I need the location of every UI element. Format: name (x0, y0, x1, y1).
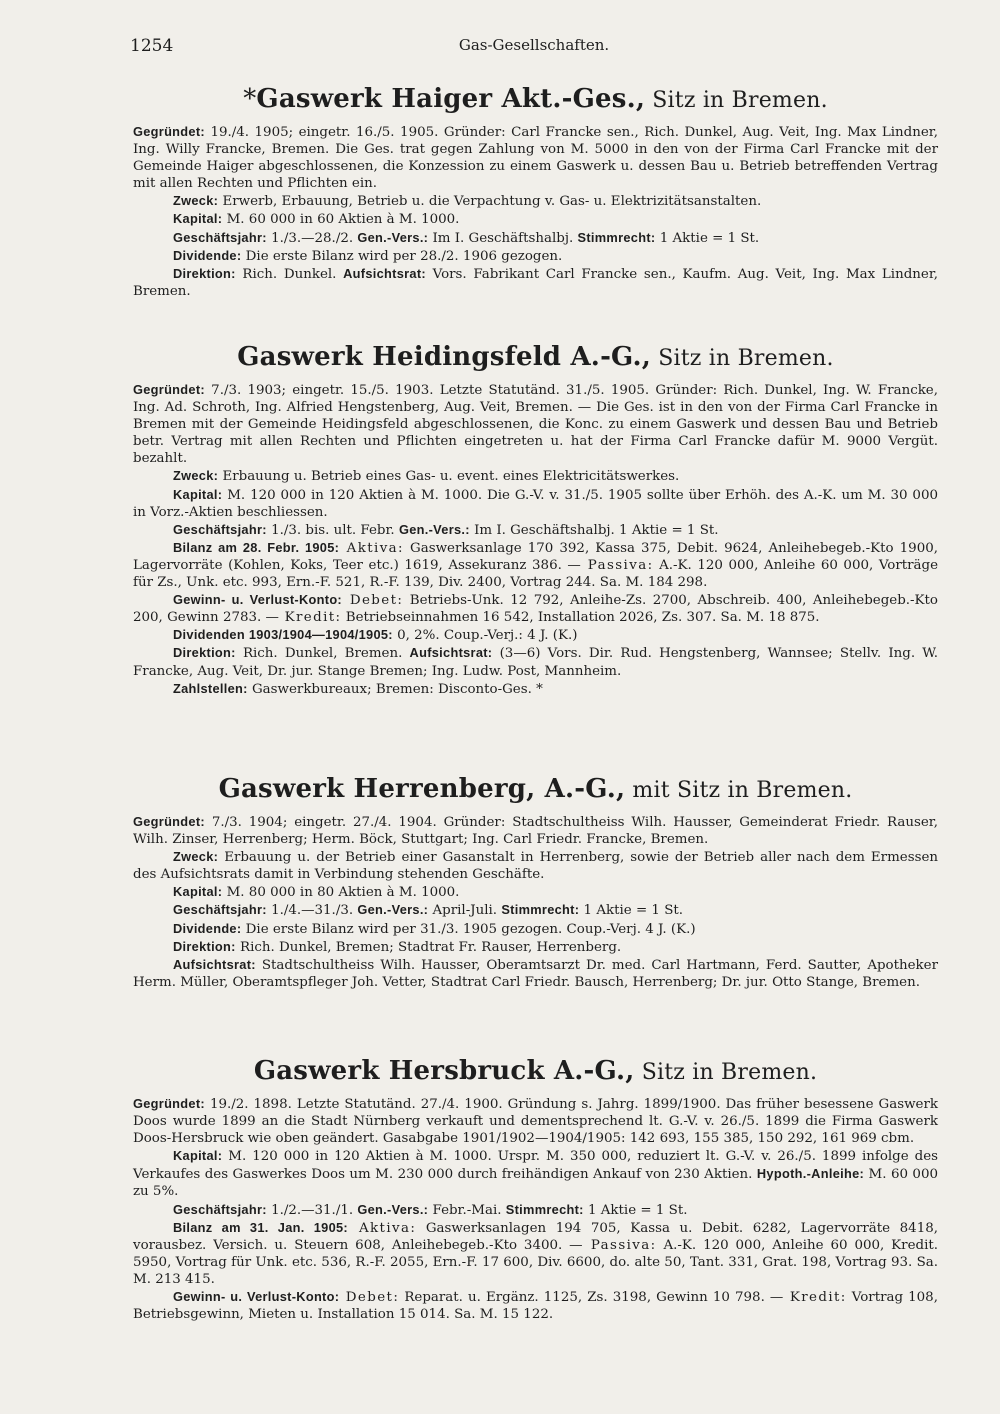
dividend-paragraph: Dividende: Die erste Bilanz wird per 28./2. 1906 gezogen. (173, 247, 563, 264)
company-seat: Sitz in Bremen. (651, 346, 834, 371)
running-title: Gas-Gesellschaften. (458, 36, 610, 54)
balance-sheet-paragraph: Bilanz am 31. Jan. 1905: Aktiva: Gaswerksanlagen 194 705, Kassa u. Debit. 6282, Lagervorräte 8418, vorausbez. Versich. u. Steuern 608, Anleihebegeb.-Kto 3400. — Passiva: A.-K. 120 000, Anleihe 60 000, Kredit. 5950, Vortrag für Unk. etc. 536, R.-F. 2055, Ern.-F. 17 600, Div. 6600, do. alte 50, Tant. 331, Grat. 198, Vortrag 93. Sa. M. 213 415. (133, 1219, 938, 1287)
founded-paragraph: Gegründet: 19./4. 1905; eingetr. 16./5. 1905. Gründer: Carl Francke sen., Rich. Dunkel, Aug. Veit, Ing. Max Lindner, Ing. Willy Francke, Bremen. Die Ges. trat gegen Zahlung von M. 5000 in den von der Firma Carl Francke mit der Gemeinde Haiger abgeschlossenen, die Konzession zu einem Gaswerk u. dessen Bau u. Betrieb betreffenden Vertrag mit allen Rechten und Pflichten ein. (133, 124, 938, 192)
fiscal-year-paragraph: Geschäftsjahr: 1./2.—31./1. Gen.-Vers.: Febr.-Mai. Stimmrecht: 1 Aktie = 1 St. (173, 1201, 688, 1218)
capital-paragraph: Kapital: M. 60 000 in 60 Aktien à M. 1000. (173, 211, 460, 228)
entry-title (133, 1054, 938, 1090)
entry-gaswerk-herrenberg (133, 772, 938, 991)
page-number: 1254 (130, 36, 174, 56)
management-paragraph: Direktion: Rich. Dunkel, Bremen. Aufsichtsrat: (3—6) Vors. Dir. Rud. Hengstenberg, Wannsee; Stellv. Ing. W. Francke, Aug. Veit, Dr. jur. Stange Bremen; Ing. Ludw. Post, Mannheim. (133, 645, 938, 679)
company-name: Gaswerk Haiger Akt.-Ges., (256, 84, 646, 114)
asterisk-mark: * (243, 84, 257, 114)
balance-sheet-paragraph: Bilanz am 28. Febr. 1905: Aktiva: Gaswerksanlage 170 392, Kassa 375, Debit. 9624, Anleihebegeb.-Kto 1900, Lagervorräte (Kohlen, Koks, Teer etc.) 1619, Assekuranz 386. — Passiva: A.-K. 120 000, Anleihe 60 000, Vorträge für Zs., Unk. etc. 993, Ern.-F. 521, R.-F. 139, Div. 2400, Vortrag 244. Sa. M. 184 298. (133, 539, 938, 591)
entry-title (133, 340, 938, 376)
entry-gaswerk-hersbruck (133, 1054, 938, 1323)
capital-paragraph: Kapital: M. 120 000 in 120 Aktien à M. 1000. Urspr. M. 350 000, reduziert lt. G.-V. v. 26./5. 1899 infolge des Verkaufes des Gaswerkes Doos um M. 230 000 durch freihändigen Ankauf von 230 Aktien. Hypoth.-Anleihe: M. 60 000 zu 5%. (133, 1148, 938, 1200)
capital-paragraph: Kapital: M. 120 000 in 120 Aktien à M. 1000. Die G.-V. v. 31./5. 1905 sollte über Erhöh. des A.-K. um M. 30 000 in Vorz.-Aktien beschliessen. (133, 486, 938, 520)
profit-loss-paragraph: Gewinn- u. Verlust-Konto: Debet: Reparat. u. Ergänz. 1125, Zs. 3198, Gewinn 10 798. — Kredit: Vortrag 108, Betriebsgewinn, Mieten u. Installation 15 014. Sa. M. 15 122. (133, 1289, 938, 1323)
management-paragraph: Direktion: Rich. Dunkel. Aufsichtsrat: Vors. Fabrikant Carl Francke sen., Kaufm. Aug. Veit, Ing. Max Lindner, Bremen. (133, 265, 938, 299)
profit-loss-paragraph: Gewinn- u. Verlust-Konto: Debet: Betriebs-Unk. 12 792, Anleihe-Zs. 2700, Abschreib. 400, Anleihebegeb.-Kto 200, Gewinn 2783. — Kredit: Betriebseinnahmen 16 542, Installation 2026, Zs. 307. Sa. M. 18 875. (133, 592, 938, 626)
entry-title (133, 772, 938, 808)
company-seat: Sitz in Bremen. (645, 88, 828, 113)
management-paragraph: Direktion: Rich. Dunkel, Bremen; Stadtrat Fr. Rauser, Herrenberg. (173, 938, 622, 955)
founded-paragraph: Gegründet: 7./3. 1904; eingetr. 27./4. 1904. Gründer: Stadtschultheiss Wilh. Hausser, Gemeinderat Friedr. Rauser, Wilh. Zinser, Herrenberg; Herm. Böck, Stuttgart; Ing. Carl Friedr. Francke, Bremen. (133, 814, 938, 848)
capital-paragraph: Kapital: M. 80 000 in 80 Aktien à M. 1000. (173, 884, 460, 901)
purpose-paragraph: Zweck: Erwerb, Erbauung, Betrieb u. die Verpachtung v. Gas- u. Elektrizitätsanstalten. (173, 193, 762, 210)
company-seat: mit Sitz in Bremen. (625, 778, 853, 803)
entry-gaswerk-heidingsfeld (133, 340, 938, 698)
fiscal-year-paragraph: Geschäftsjahr: 1./4.—31./3. Gen.-Vers.: April-Juli. Stimmrecht: 1 Aktie = 1 St. (173, 902, 684, 919)
entry-gaswerk-haiger (133, 82, 938, 300)
paying-agents-paragraph: Zahlstellen: Gaswerkbureaux; Bremen: Disconto-Ges. * (173, 680, 543, 697)
founded-paragraph: Gegründet: 19./2. 1898. Letzte Statutänd. 27./4. 1900. Gründung s. Jahrg. 1899/1900. Das früher besessene Gaswerk Doos wurde 1899 an die Stadt Nürnberg verkauft und dementsprechend lt. G.-V. v. 26./5. 1899 die Firma Gaswerk Doos-Hersbruck wie oben geändert. Gasabgabe 1901/1902—1904/1905: 142 693, 155 385, 150 292, 161 969 cbm. (133, 1096, 938, 1147)
purpose-paragraph: Zweck: Erbauung u. Betrieb eines Gas- u. event. eines Elektricitätswerkes. (173, 468, 680, 485)
company-name: Gaswerk Heidingsfeld A.-G., (237, 342, 652, 372)
page-header (130, 36, 938, 60)
dividends-paragraph: Dividenden 1903/1904—1904/1905: 0, 2%. Coup.-Verj.: 4 J. (K.) (173, 627, 578, 644)
founded-paragraph: Gegründet: 7./3. 1903; eingetr. 15./5. 1903. Letzte Statutänd. 31./5. 1905. Gründer: Rich. Dunkel, Ing. W. Francke, Ing. Ad. Schroth, Ing. Alfried Hengstenberg, Aug. Veit, Bremen. — Die Ges. ist in den von der Firma Carl Francke in Bremen mit der Gemeinde Heidingsfeld abgeschlossenen, die Konc. zu einem Gaswerk und dessen Bau und Betrieb betr. Vertrag mit allen Rechten und Pflichten eingetreten u. hat der Firma Carl Francke dafür M. 9000 Vergüt. bezahlt. (133, 382, 938, 467)
company-name: Gaswerk Herrenberg, A.-G., (218, 774, 626, 804)
entry-title (133, 82, 938, 118)
purpose-paragraph: Zweck: Erbauung u. der Betrieb einer Gasanstalt in Herrenberg, sowie der Betrieb aller nach dem Ermessen des Aufsichtsrats damit in Verbindung stehenden Geschäfte. (133, 849, 938, 883)
fiscal-year-paragraph: Geschäftsjahr: 1./3. bis. ult. Febr. Gen.-Vers.: Im I. Geschäftshalbj. 1 Aktie = 1 St. (173, 521, 719, 538)
dividend-paragraph: Dividende: Die erste Bilanz wird per 31./3. 1905 gezogen. Coup.-Verj. 4 J. (K.) (173, 920, 696, 937)
fiscal-year-paragraph: Geschäftsjahr: 1./3.—28./2. Gen.-Vers.: Im I. Geschäftshalbj. Stimmrecht: 1 Aktie = 1 St. (173, 229, 760, 246)
company-name: Gaswerk Hersbruck A.-G., (253, 1056, 635, 1086)
supervisory-board-paragraph: Aufsichtsrat: Stadtschultheiss Wilh. Hausser, Oberamtsarzt Dr. med. Carl Hartmann, Ferd. Sautter, Apotheker Herm. Müller, Oberamtspfleger Joh. Vetter, Stadtrat Carl Friedr. Bausch, Herrenberg; Dr. jur. Otto Stange, Bremen. (133, 956, 938, 990)
company-seat: Sitz in Bremen. (634, 1060, 818, 1085)
